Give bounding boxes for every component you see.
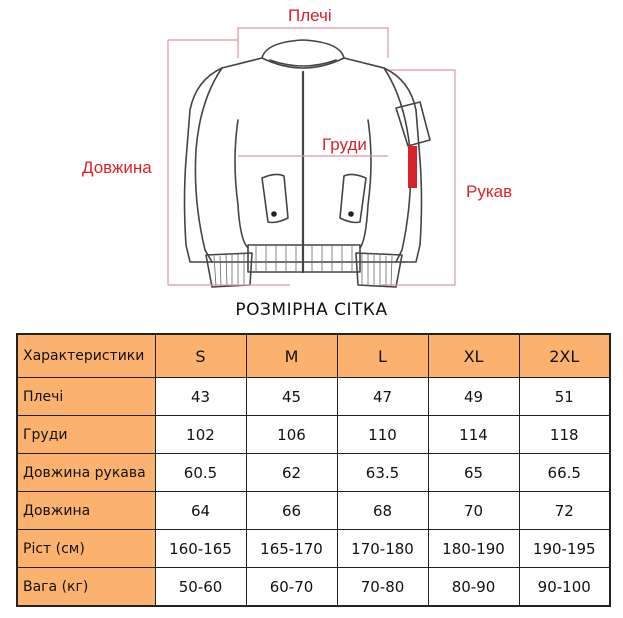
bomber-jacket-icon bbox=[185, 40, 431, 287]
table-cell: 65 bbox=[428, 454, 519, 492]
table-cell: 180-190 bbox=[428, 530, 519, 568]
table-cell: 72 bbox=[519, 492, 610, 530]
table-cell: 102 bbox=[155, 416, 246, 454]
table-cell: 160-165 bbox=[155, 530, 246, 568]
table-cell: 114 bbox=[428, 416, 519, 454]
table-cell: 170-180 bbox=[337, 530, 428, 568]
table-cell: 90-100 bbox=[519, 568, 610, 607]
table-cell: 49 bbox=[428, 378, 519, 416]
table-cell: 66 bbox=[246, 492, 337, 530]
jacket-diagram bbox=[0, 0, 623, 300]
label-chest: Груди bbox=[322, 135, 367, 154]
pocket-button-right bbox=[348, 211, 354, 217]
table-cell: 43 bbox=[155, 378, 246, 416]
row-label: Груди bbox=[17, 416, 155, 454]
table-cell: 118 bbox=[519, 416, 610, 454]
table-cell: 106 bbox=[246, 416, 337, 454]
header-cell-size: L bbox=[337, 334, 428, 378]
table-cell: 68 bbox=[337, 492, 428, 530]
row-label: Плечі bbox=[17, 378, 155, 416]
header-cell-characteristics: Характеристики bbox=[17, 334, 155, 378]
table-cell: 45 bbox=[246, 378, 337, 416]
table-cell: 47 bbox=[337, 378, 428, 416]
row-label: Довжина рукава bbox=[17, 454, 155, 492]
table-cell: 64 bbox=[155, 492, 246, 530]
row-label: Довжина bbox=[17, 492, 155, 530]
row-label: Ріст (см) bbox=[17, 530, 155, 568]
table-cell: 51 bbox=[519, 378, 610, 416]
row-label: Вага (кг) bbox=[17, 568, 155, 607]
table-row bbox=[17, 454, 610, 492]
table-cell: 165-170 bbox=[246, 530, 337, 568]
size-table bbox=[16, 333, 611, 607]
table-row bbox=[17, 492, 610, 530]
header-cell-size: M bbox=[246, 334, 337, 378]
label-length: Довжина bbox=[82, 158, 152, 177]
label-shoulders: Плечі bbox=[288, 6, 332, 25]
header-cell-size: 2XL bbox=[519, 334, 610, 378]
table-cell: 62 bbox=[246, 454, 337, 492]
table-header-row bbox=[17, 334, 610, 378]
table-cell: 60-70 bbox=[246, 568, 337, 607]
header-cell-size: S bbox=[155, 334, 246, 378]
table-row bbox=[17, 530, 610, 568]
table-cell: 60.5 bbox=[155, 454, 246, 492]
header-cell-size: XL bbox=[428, 334, 519, 378]
label-sleeve: Рукав bbox=[466, 182, 513, 201]
table-row bbox=[17, 416, 610, 454]
table-cell: 80-90 bbox=[428, 568, 519, 607]
table-cell: 110 bbox=[337, 416, 428, 454]
table-row bbox=[17, 568, 610, 607]
table-cell: 66.5 bbox=[519, 454, 610, 492]
pocket-button-left bbox=[271, 211, 277, 217]
table-cell: 70-80 bbox=[337, 568, 428, 607]
table-cell: 63.5 bbox=[337, 454, 428, 492]
sleeve-zipper-detail bbox=[408, 146, 417, 188]
table-cell: 70 bbox=[428, 492, 519, 530]
page-title: РОЗМІРНА СІТКА bbox=[235, 300, 388, 320]
table-cell: 50-60 bbox=[155, 568, 246, 607]
table-row bbox=[17, 378, 610, 416]
table-cell: 190-195 bbox=[519, 530, 610, 568]
